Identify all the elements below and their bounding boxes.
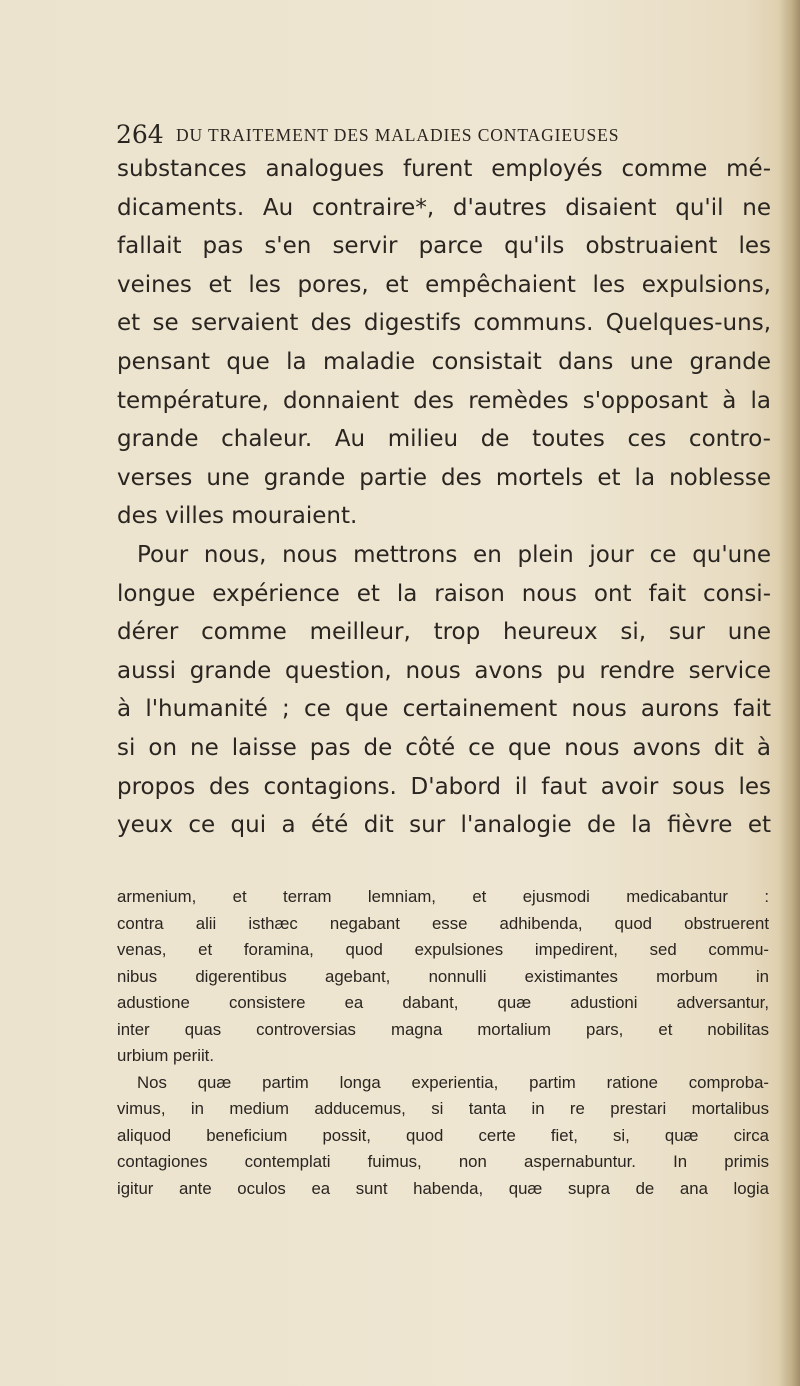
text-line: Pour nous, nous mettrons en plein jour ce qu'une (137, 541, 771, 568)
text-line: contra alii isthæc negabant esse adhibenda, quod obstruerent (117, 913, 769, 933)
text-line: fallait pas s'en servir parce qu'ils obstruaient les (117, 233, 771, 260)
text-line: propos des contagions. D'abord il faut avoir sous les (117, 773, 771, 800)
text-line: contagiones contemplati fuimus, non aspernabuntur. In primis (117, 1152, 769, 1171)
text-line: pensant que la maladie consistait dans une grande (117, 348, 771, 375)
text-line: nibus digerentibus agebant, nonnulli existimantes morbum in (117, 966, 769, 986)
text-line: adustione consistere ea dabant, quæ adustioni adversantur, (117, 993, 769, 1012)
running-title: DU TRAITEMENT DES MALADIES CONTAGIEUSES (176, 125, 620, 145)
running-header (116, 120, 716, 150)
text-line: urbium periit. (117, 1046, 214, 1065)
text-line: à l'humanité ; ce que certainement nous aurons fait (117, 696, 771, 723)
page-edge-shadow (778, 0, 800, 1386)
text-line: substances analogues furent employés comme mé- (117, 156, 771, 182)
latin-original (117, 884, 769, 1202)
text-line: et se servaient des digestifs communs. Quelques-uns, (117, 310, 771, 337)
text-line: yeux ce qui a été dit sur l'analogie de la fièvre et (117, 812, 771, 839)
french-translation (117, 150, 771, 845)
text-line: armenium, et terram lemniam, et ejusmodi medicabantur : (117, 887, 769, 906)
page-number: 264 (116, 120, 164, 149)
text-line: inter quas controversias magna mortalium pars, et nobilitas (117, 1019, 769, 1039)
text-line: igitur ante oculos ea sunt habenda, quæ supra de ana logia (117, 1178, 769, 1198)
text-line: vimus, in medium adducemus, si tanta in re prestari mortalibus (117, 1099, 769, 1118)
text-line: des villes mouraient. (117, 503, 358, 530)
text-line: veines et les pores, et empêchaient les expulsions, (117, 271, 771, 298)
text-line: verses une grande partie des mortels et la noblesse (117, 464, 771, 491)
text-line: aussi grande question, nous avons pu rendre service (117, 657, 771, 684)
text-line: dérer comme meilleur, trop heureux si, sur une (117, 619, 771, 646)
text-line: longue expérience et la raison nous ont fait consi- (117, 580, 771, 607)
text-line: grande chaleur. Au milieu de toutes ces contro- (117, 426, 771, 453)
text-line: si on ne laisse pas de côté ce que nous avons dit à (117, 734, 771, 761)
text-line: Nos quæ partim longa experientia, partim ratione comproba- (137, 1072, 769, 1092)
text-line: dicaments. Au contraire*, d'autres disaient qu'il ne (117, 194, 771, 221)
text-line: venas, et foramina, quod expulsiones impedirent, sed commu- (117, 940, 769, 959)
text-line: température, donnaient des remèdes s'opposant à la (117, 387, 771, 414)
text-line: aliquod beneficium possit, quod certe fiet, si, quæ circa (117, 1125, 769, 1145)
